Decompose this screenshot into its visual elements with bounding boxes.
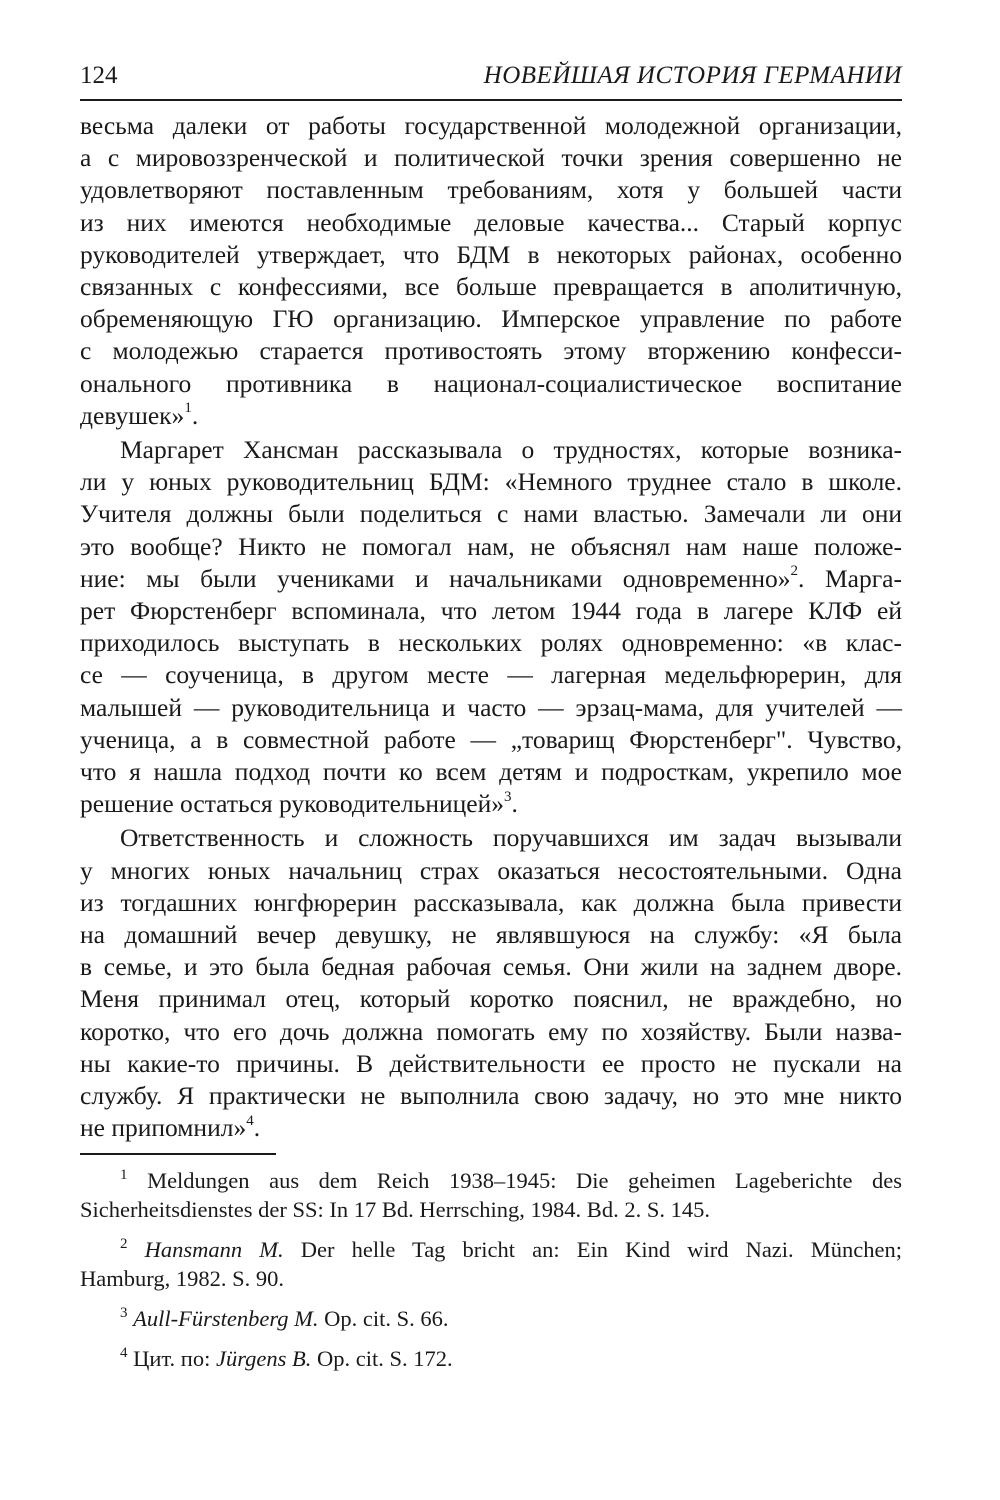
line-tail: . — [511, 789, 518, 819]
text-line: Учителя должны были поделиться с нами властью. Замечали ли они — [80, 499, 902, 529]
footnote-ref[interactable]: 2 — [790, 563, 799, 580]
text-line: коротко, что его дочь должна помогать ему по хозяйству. Были назва- — [80, 1016, 902, 1046]
text-line-last — [80, 1112, 902, 1144]
text-line: весьма далеки от работы государственной молодежной организации, — [80, 111, 902, 140]
text-line: что я нашла подход почти ко всем детям и подросткам, укрепило мое — [80, 757, 902, 787]
body-text — [80, 110, 902, 1147]
text-line: обременяющую ГЮ организацию. Имперское управление по работе — [80, 304, 902, 334]
text-line: связанных с конфессиями, все больше превращается в аполитичную, — [80, 272, 902, 302]
line-text: не припомнил» — [80, 1113, 247, 1143]
footnote-author: Aull-Fürstenberg M. — [133, 1306, 319, 1331]
footnote-ref[interactable]: 4 — [246, 1112, 254, 1129]
line-tail: . — [253, 1113, 261, 1143]
footnote-number: 4 — [120, 1344, 128, 1361]
footnote-line — [80, 1166, 902, 1195]
header-rule — [80, 99, 902, 101]
footnote-author: Jürgens B. — [215, 1346, 312, 1371]
footnote-line — [80, 1344, 902, 1373]
running-title: НОВЕЙШАЯ ИСТОРИЯ ГЕРМАНИИ — [483, 62, 902, 89]
footnote-3 — [80, 1304, 902, 1333]
text-line: из них имеются необходимые деловые качества... Старый корпус — [80, 207, 902, 237]
paragraph — [80, 434, 902, 820]
footnote-number: 1 — [120, 1166, 128, 1183]
text-line: рет Фюрстенберг вспоминала, что летом 1944 года в лагере КЛФ ей — [80, 596, 902, 626]
text-line: приходилось выступать в нескольких ролях одновременно: «в клас- — [80, 628, 902, 658]
footnote-4 — [80, 1344, 902, 1373]
text-line: Ответственность и сложность поручавшихся им задач вызывали — [120, 823, 902, 853]
footnote-line: Sicherheitsdienstes der SS: In 17 Bd. Herrsching, 1984. Bd. 2. S. 145. — [80, 1197, 710, 1222]
text-line: службу. Я практически не выполнила свою задачу, но это мне никто — [80, 1081, 902, 1111]
text-line: удовлетворяют поставленным требованиям, хотя у большей части — [80, 175, 902, 205]
text-line: онального противника в национал-социалистическое воспитание — [80, 368, 902, 398]
line-text: девушек» — [80, 400, 185, 430]
footnote-text: Op. cit. S. 172. — [311, 1346, 453, 1371]
line-text: ние: мы были учениками и начальниками одновременно» — [80, 563, 791, 593]
paragraph — [80, 110, 902, 432]
paragraph — [80, 822, 902, 1144]
text-line: это вообще? Никто не помогал нам, не объяснял нам наше положе- — [80, 531, 902, 561]
footnote-rule — [80, 1153, 276, 1155]
text-line-last — [80, 788, 902, 820]
footnotes — [80, 1166, 902, 1384]
page-number: 124 — [80, 62, 118, 89]
footnote-number: 2 — [120, 1235, 128, 1252]
footnote-prefix: Цит. по: — [133, 1346, 216, 1371]
text-line: у многих юных начальниц страх оказаться несостоятельными. Одна — [80, 855, 902, 885]
text-line: ученица, а в совместной работе — „товарищ Фюрстенберг". Чувство, — [80, 724, 902, 754]
text-line: а с мировоззренческой и политической точки зрения совершенно не — [80, 143, 902, 173]
footnote-line — [80, 1304, 902, 1333]
footnote-ref[interactable]: 1 — [184, 400, 192, 417]
text-line-last — [80, 400, 902, 432]
footnote-line: Hamburg, 1982. S. 90. — [80, 1266, 284, 1291]
text-line: ли у юных руководительниц БДМ: «Немного труднее стало в школе. — [80, 467, 902, 497]
text-line — [80, 563, 902, 595]
footnote-ref[interactable]: 3 — [504, 788, 512, 805]
text-line: Маргарет Хансман рассказывала о трудностях, которые возника- — [120, 435, 902, 465]
text-line: Меня принимал отец, который коротко пояснил, не враждебно, но — [80, 984, 902, 1014]
page-header — [80, 62, 902, 90]
text-line: в семье, и это была бедная рабочая семья. Они жили на заднем дворе. — [80, 952, 902, 982]
text-line: малышей — руководительница и часто — эрзац-мама, для учителей — — [80, 692, 902, 722]
footnote-2 — [80, 1235, 902, 1293]
footnote-text: Der helle Tag bricht an: Ein Kind wird Nazi. München; — [283, 1237, 903, 1262]
footnote-author: Hansmann M. — [144, 1237, 284, 1262]
text-line: руководителей утверждает, что БДМ в некоторых районах, особенно — [80, 239, 902, 269]
line-tail: . Марга- — [798, 563, 902, 593]
footnote-line — [80, 1235, 902, 1264]
text-line: ны какие-то причины. В действительности ее просто не пускали на — [80, 1048, 902, 1078]
line-text: решение остаться руководительницей» — [80, 789, 504, 819]
text-line: се — соученица, в другом месте — лагерная медельфюрерин, для — [80, 660, 902, 690]
footnote-text: Op. cit. S. 66. — [318, 1306, 449, 1331]
footnote-text: Meldungen aus dem Reich 1938–1945: Die geheimen Lageberichte des — [147, 1168, 903, 1193]
footnote-1 — [80, 1166, 902, 1224]
text-line: с молодежью старается противостоять этому вторжению конфесси- — [80, 336, 902, 366]
footnote-number: 3 — [120, 1304, 128, 1321]
text-line: из тогдашних юнгфюрерин рассказывала, как должна была привести — [80, 887, 902, 917]
text-line: на домашний вечер девушку, не являвшуюся на службу: «Я была — [80, 920, 902, 950]
line-tail: . — [191, 400, 199, 430]
